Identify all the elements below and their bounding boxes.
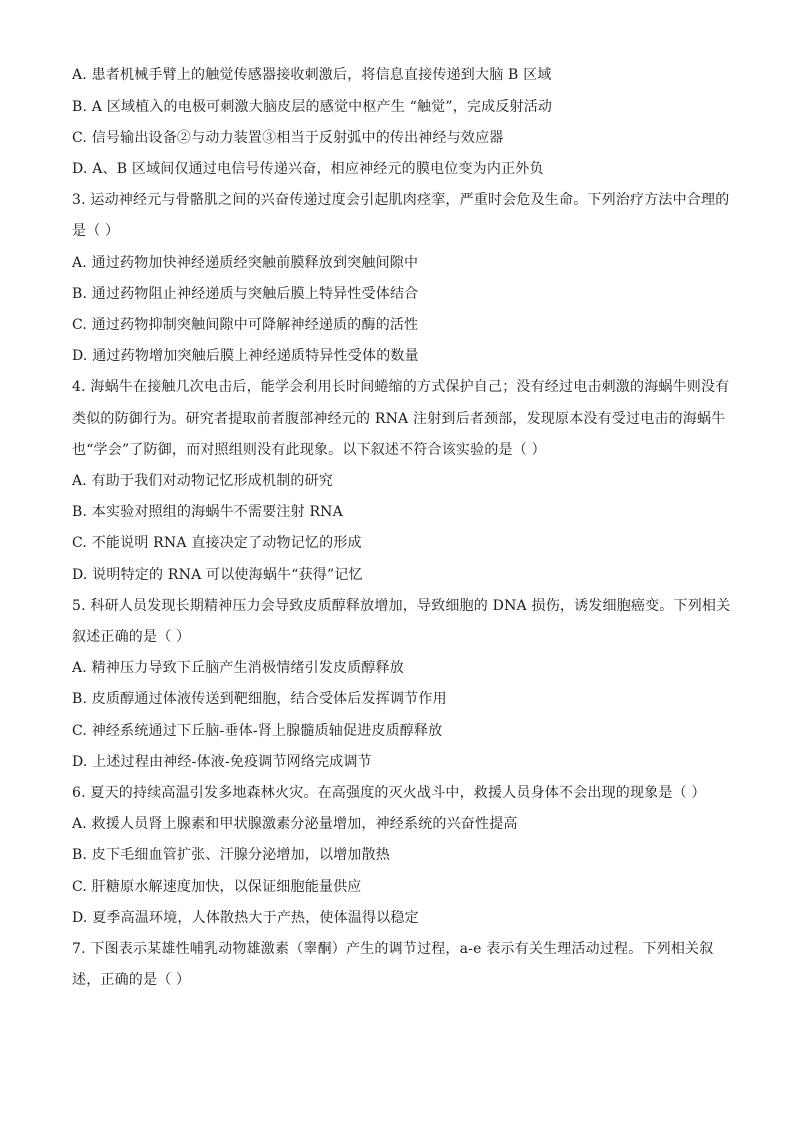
q5-option-b: B. 皮质醇通过体液传送到靶细胞，结合受体后发挥调节作用 [72,691,447,707]
q2-option-a: A. 患者机械手臂上的触觉传感器接收刺激后，将信息直接传递到大脑 B 区域 [72,67,552,83]
q3-option-a: A. 通过药物加快神经递质经突触前膜释放到突触间隙中 [72,255,419,271]
q3-option-d: D. 通过药物增加突触后膜上神经递质特异性受体的数量 [72,348,419,364]
q6-option-b: B. 皮下毛细血管扩张、汗腺分泌增加，以增加散热 [72,847,390,863]
q4-stem-line-1: 4. 海蜗牛在接触几次电击后，能学会利用长时间蜷缩的方式保护自己；没有经过电击刺激的海蜗牛则没有 [72,379,730,395]
q3-option-c: C. 通过药物抑制突触间隙中可降解神经递质的酶的活性 [72,317,419,333]
q5-stem-line-2: 叙述正确的是（ ） [72,629,191,645]
q2-option-d: D. A、B 区域间仅通过电信号传递兴奋，相应神经元的膜电位变为内正外负 [72,161,544,177]
q5-option-c: C. 神经系统通过下丘脑-垂体-肾上腺髓质轴促进皮质醇释放 [72,723,443,739]
q5-option-d: D. 上述过程由神经-体液-免疫调节网络完成调节 [72,754,372,770]
q5-option-a: A. 精神压力导致下丘脑产生消极情绪引发皮质醇释放 [72,660,405,676]
q4-option-d: D. 说明特定的 RNA 可以使海蜗牛“获得”记忆 [72,567,363,583]
q2-option-b: B. A 区域植入的电极可刺激大脑皮层的感觉中枢产生 “触觉”，完成反射活动 [72,99,553,115]
q2-option-c: C. 信号输出设备②与动力装置③相当于反射弧中的传出神经与效应器 [72,130,504,146]
q4-stem-line-3: 也“学会”了防御，而对照组则没有此现象。以下叙述不符合该实验的是（ ） [72,442,546,458]
q7-stem-line-2: 述，正确的是（ ） [72,972,191,988]
q4-stem-line-2: 类似的防御行为。研究者提取前者腹部神经元的 RNA 注射到后者颈部，发现原本没有受过电击的海蜗牛 [72,411,726,427]
q5-stem-line-1: 5. 科研人员发现长期精神压力会导致皮质醇释放增加，导致细胞的 DNA 损伤，诱发细胞癌变。下列相关 [72,598,731,614]
q7-stem-line-1: 7. 下图表示某雄性哺乳动物雄激素（睾酮）产生的调节过程，a-e 表示有关生理活动过程。下列相关叙 [72,941,714,957]
q6-option-a: A. 救援人员肾上腺素和甲状腺激素分泌量增加，神经系统的兴奋性提高 [72,816,518,832]
q6-stem: 6. 夏天的持续高温引发多地森林火灾。在高强度的灭火战斗中，救援人员身体不会出现的现象是（ ） [72,785,706,801]
q4-option-a: A. 有助于我们对动物记忆形成机制的研究 [72,473,334,489]
q6-option-c: C. 肝糖原水解速度加快，以保证细胞能量供应 [72,879,362,895]
q3-option-b: B. 通过药物阻止神经递质与突触后膜上特异性受体结合 [72,286,419,302]
q3-stem-line-2: 是（ ） [72,223,120,239]
q6-option-d: D. 夏季高温环境，人体散热大于产热，使体温得以稳定 [72,910,419,926]
q4-option-b: B. 本实验对照组的海蜗牛不需要注射 RNA [72,504,343,520]
q4-option-c: C. 不能说明 RNA 直接决定了动物记忆的形成 [72,535,362,551]
q3-stem-line-1: 3. 运动神经元与骨骼肌之间的兴奋传递过度会引起肌肉痉挛，严重时会危及生命。下列治疗方法中合理的 [72,192,730,208]
